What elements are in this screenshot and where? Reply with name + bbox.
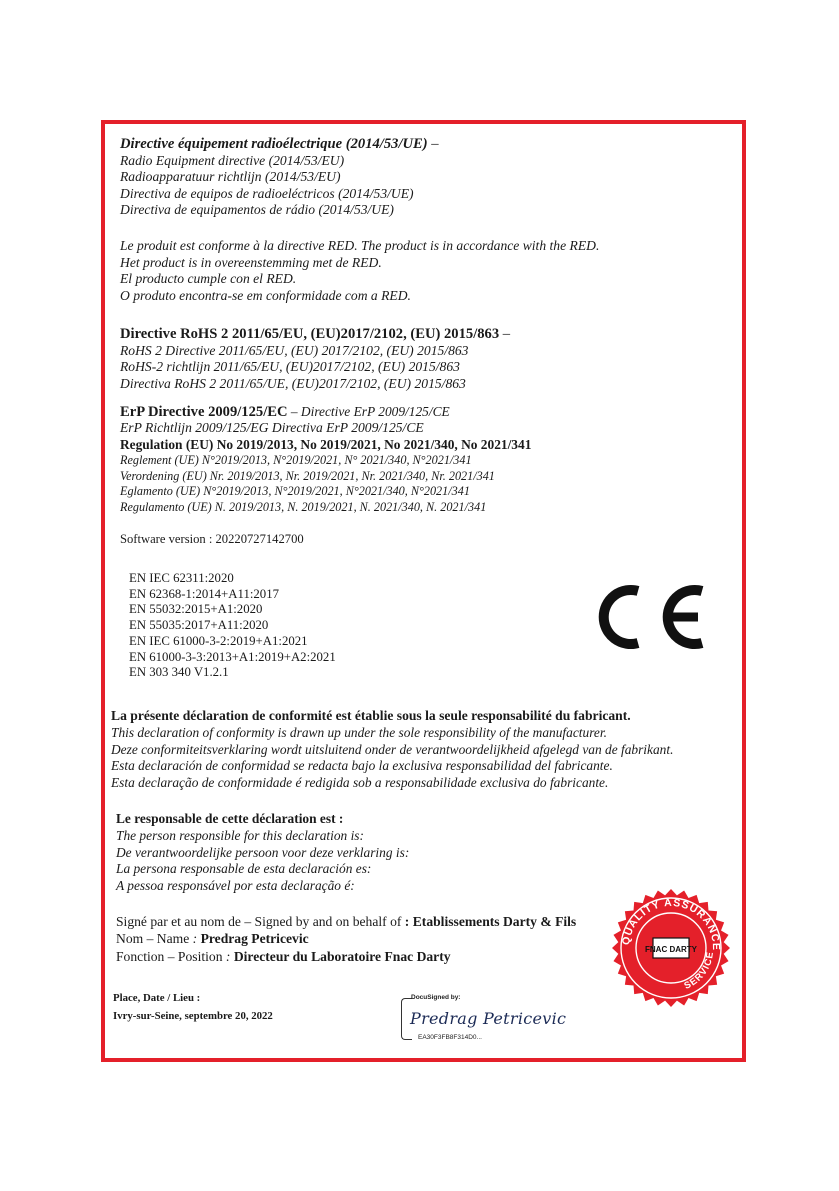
erp-regulation-translation: Verordening (EU) Nr. 2019/2013, Nr. 2019/2021, Nr. 2021/340, Nr. 2021/341: [120, 468, 495, 483]
red-conformity-section: [120, 238, 599, 304]
standard-item: EN 62368-1:2014+A11:2017: [129, 586, 279, 601]
ce-mark-icon: [590, 582, 708, 652]
rohs-translation: Directiva RoHS 2 2011/65/UE, (EU)2017/2102, (EU) 2015/863: [120, 375, 466, 391]
responsible-translation: La persona responsable de esta declaración es:: [116, 861, 372, 877]
rohs-translation: RoHS-2 richtlijn 2011/65/EU, (EU)2017/2102, (EU) 2015/863: [120, 359, 460, 374]
signed-by-label: Signé par et au nom de – Signed by and on behalf of: [116, 914, 402, 929]
erp-heading: ErP Directive 2009/125/EC: [120, 404, 288, 420]
red-conformity-line: El producto cumple con el RED.: [120, 271, 297, 286]
signed-by-line: [116, 913, 576, 930]
red-conformity-line: O produto encontra-se em conformidade com a RED.: [120, 287, 411, 303]
seal-right-text: SERVICE: [682, 950, 717, 992]
place-date-value: Ivry-sur-Seine, septembre 20, 2022: [113, 1009, 273, 1022]
rohs-heading: Directive RoHS 2 2011/65/EU, (EU)2017/2102, (EU) 2015/863: [120, 326, 500, 342]
function-line: [116, 948, 576, 965]
software-version-value: 20220727142700: [215, 532, 304, 546]
name-label: Nom – Name: [116, 931, 190, 947]
signed-by-value: Etablissements Darty & Fils: [412, 914, 577, 929]
name-line: [116, 930, 576, 947]
software-version-label: Software version :: [120, 532, 213, 546]
standard-item: EN 55035:2017+A11:2020: [129, 618, 269, 633]
erp-line2: ErP Richtlijn 2009/125/EG Directiva ErP 2009/125/CE: [120, 420, 424, 435]
erp-regulation-translation: Eglamento (UE) N°2019/2013, N°2019/2021, N°2021/340, N°2021/341: [120, 484, 470, 499]
seal-center-text: FNAC DARTY: [645, 945, 697, 954]
erp-regulation-translation: Regulamento (UE) N. 2019/2013, N. 2019/2021, N. 2021/340, N. 2021/341: [120, 499, 487, 514]
red-conformity-line: Le produit est conforme à la directive RED. The product is in accordance with the RED.: [120, 238, 600, 253]
erp-heading-line: [120, 404, 531, 420]
declaration-heading: La présente déclaration de conformité est établie sous la seule responsabilité du fabricant.: [111, 708, 631, 723]
standard-item: EN 55032:2015+A1:2020: [129, 602, 263, 617]
red-directive-translation: Directiva de equipamentos de rádio (2014/53/UE): [120, 202, 394, 217]
erp-section: [120, 404, 531, 515]
function-colon: :: [222, 948, 234, 964]
erp-regulation-translation: Reglement (UE) N°2019/2013, N°2019/2021, N° 2021/340, N°2021/341: [120, 453, 472, 467]
rohs-heading-line: [120, 326, 510, 343]
docusign-label: DocuSigned by:: [411, 994, 461, 1001]
signatory-section: [116, 913, 576, 965]
erp-heading-suffix: – Directive ErP 2009/125/CE: [287, 404, 450, 419]
responsible-translation: The person responsible for this declaration is:: [116, 827, 364, 843]
software-version: [120, 532, 304, 547]
docusign-block: [396, 994, 567, 1044]
standard-item: EN 61000-3-3:2013+A1:2019+A2:2021: [129, 649, 336, 664]
declaration-translation: This declaration of conformity is drawn up under the sole responsibility of the manufacturer.: [111, 724, 607, 740]
responsible-section: [116, 811, 409, 895]
name-colon: :: [189, 931, 201, 947]
declaration-translation: Esta declaração de conformidade é redigida sob a responsabilidade exclusiva do fabricante.: [111, 775, 609, 791]
responsible-heading: Le responsable de cette déclaration est :: [116, 811, 344, 826]
docusign-id: EA30F3FB8F314D0...: [418, 1034, 482, 1041]
declaration-section: [111, 708, 673, 792]
seal-top-text: QUALITY ASSURANCE: [619, 896, 723, 952]
quality-assurance-seal-icon: [611, 888, 731, 1008]
standard-item: EN IEC 62311:2020: [129, 571, 234, 585]
name-value: Predrag Petricevic: [200, 931, 309, 947]
rohs-heading-suffix: –: [499, 326, 511, 342]
signature: Predrag Petricevic: [410, 1009, 567, 1028]
red-directive-heading: Directive équipement radioélectrique (2014/53/UE): [120, 136, 428, 152]
red-conformity-line: Het product is in overeenstemming met de RED.: [120, 254, 382, 270]
responsible-translation: A pessoa responsável por esta declaração é:: [116, 878, 355, 894]
red-directive-section: [120, 136, 439, 219]
red-directive-heading-line: [120, 136, 439, 153]
function-label: Fonction – Position: [116, 948, 223, 964]
place-date-section: [113, 990, 273, 1025]
function-value: Directeur du Laboratoire Fnac Darty: [233, 948, 451, 964]
declaration-translation: Deze conformiteitsverklaring wordt uitsluitend onder de verantwoordelijkheid afgelegd van de fabrikant.: [111, 741, 674, 757]
red-directive-translation: Directiva de equipos de radioeléctricos (2014/53/UE): [120, 185, 414, 201]
erp-regulation: Regulation (EU) No 2019/2013, No 2019/2021, No 2021/340, No 2021/341: [120, 437, 532, 452]
signed-by-colon: :: [401, 914, 413, 929]
red-directive-translation: Radio Equipment directive (2014/53/EU): [120, 152, 345, 168]
declaration-translation: Esta declaración de conformidad se redacta bajo la exclusiva responsabilidad del fabricante.: [111, 758, 613, 774]
red-directive-translation: Radioapparatuur richtlijn (2014/53/EU): [120, 169, 341, 184]
responsible-translation: De verantwoordelijke persoon voor deze verklaring is:: [116, 844, 410, 860]
place-date-label: Place, Date / Lieu :: [113, 992, 201, 1004]
standards-list: [129, 571, 336, 681]
red-directive-heading-suffix: –: [427, 136, 439, 152]
standard-item: EN IEC 61000-3-2:2019+A1:2021: [129, 633, 308, 648]
rohs-section: [120, 326, 510, 392]
rohs-translation: RoHS 2 Directive 2011/65/EU, (EU) 2017/2102, (EU) 2015/863: [120, 342, 469, 358]
standard-item: EN 303 340 V1.2.1: [129, 665, 229, 680]
